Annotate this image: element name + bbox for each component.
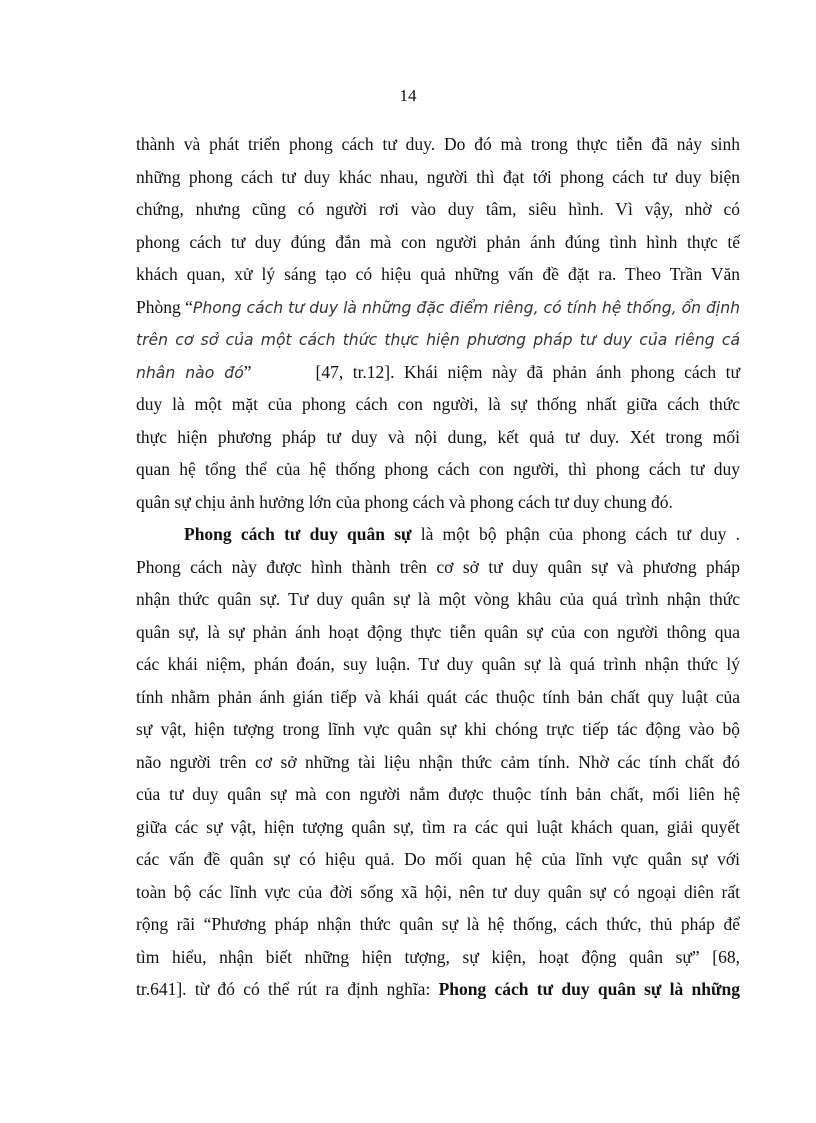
text-line (136, 258, 740, 291)
page-number: 14 (399, 86, 417, 105)
text-line (136, 486, 740, 519)
text-line (136, 291, 740, 324)
body-text (136, 128, 740, 1006)
text-segment: Phòng “ (136, 296, 193, 317)
text-line (136, 876, 740, 909)
text-line (136, 583, 740, 616)
text-line (136, 128, 740, 161)
text-segment: các vấn đề quân sự có hiệu quả. Do mối quan hệ của lĩnh vực quân sự với (136, 849, 740, 869)
text-segment: khách quan, xử lý sáng tạo có hiệu quả những vấn đề đặt ra. Theo Trần Văn (136, 264, 740, 284)
text-line (136, 713, 740, 746)
text-line (136, 356, 740, 389)
text-line (136, 746, 740, 779)
text-segment: [47, tr.12]. Khái niệm này đã phản ánh phong cách tư (315, 361, 741, 382)
text-segment: trên cơ sở của một cách thức thực hiện phương pháp tư duy của riêng cá (136, 331, 740, 349)
text-line (136, 323, 740, 356)
text-line (136, 421, 740, 454)
text-line (136, 616, 740, 649)
text-line (136, 551, 740, 584)
text-segment: những phong cách tư duy khác nhau, người thì đạt tới phong cách tư duy biện (136, 166, 740, 187)
text-line (136, 193, 740, 226)
text-line (136, 908, 740, 941)
text-line (136, 681, 740, 714)
text-segment: quân sự, là sự phản ánh hoạt động thực tiễn quân sự của con người thông qua (136, 621, 740, 642)
text-segment: các khái niệm, phán đoán, suy luận. Tư duy quân sự là quá trình nhận thức lý (136, 654, 740, 674)
text-segment: giữa các sự vật, hiện tượng quân sự, tìm ra các qui luật khách quan, giải quyết (136, 816, 740, 837)
text-segment: sự vật, hiện tượng trong lĩnh vực quân sự khi chóng trực tiếp tác động vào bộ (136, 719, 740, 739)
text-segment: não người trên cơ sở những tài liệu nhận thức cảm tính. Nhờ các tính chất đó (136, 751, 740, 772)
text-segment: nhân nào đó (136, 363, 244, 382)
text-segment: chứng, nhưng cũng có người rơi vào duy tâm, siêu hình. Vì vậy, nhờ có (136, 199, 740, 219)
text-segment: Phong cách tư duy là những đặc điểm riêng, có tính hệ thống, ổn định (192, 298, 740, 317)
text-segment: tìm hiểu, nhận biết những hiện tượng, sự kiện, hoạt động quân sự” [68, (136, 946, 740, 967)
text-line (136, 973, 740, 1006)
text-segment: quan hệ tổng thể của hệ thống phong cách con người, thì phong cách tư duy (136, 459, 740, 479)
text-segment: thực hiện phương pháp tư duy và nội dung, kết quả tư duy. Xét trong mối (136, 426, 740, 447)
text-segment: tr.641]. từ đó có thể rút ra định nghĩa: (136, 979, 439, 999)
text-segment: ” (243, 361, 252, 382)
text-line (136, 941, 740, 974)
text-line (136, 843, 740, 876)
text-line (136, 388, 740, 421)
text-line (136, 778, 740, 811)
text-line (136, 648, 740, 681)
text-segment: của tư duy quân sự mà con người nắm được thuộc tính bản chất, mối liên hệ (136, 784, 740, 804)
text-segment: Phong cách tư duy quân sự là những (438, 979, 740, 999)
text-segment: toàn bộ các lĩnh vực của đời sống xã hội, nên tư duy quân sự có ngoại diên rất (136, 881, 740, 902)
text-segment: thành và phát triển phong cách tư duy. Do đó mà trong thực tiễn đã nảy sinh (136, 134, 740, 154)
text-segment: Phong cách tư duy quân sự (184, 524, 412, 544)
text-segment: phong cách tư duy đúng đắn mà con người phản ánh đúng tình hình thực tế (136, 231, 740, 252)
text-line (136, 518, 740, 551)
text-segment: rộng rãi “Phương pháp nhận thức quân sự là hệ thống, cách thức, thủ pháp để (136, 914, 740, 934)
text-segment: nhận thức quân sự. Tư duy quân sự là một vòng khâu của quá trình nhận thức (136, 589, 740, 609)
text-line (136, 161, 740, 194)
text-line (136, 226, 740, 259)
text-segment: quân sự chịu ảnh hưởng lớn của phong cách và phong cách tư duy chung đó. (136, 491, 673, 512)
text-segment: tính nhằm phản ánh gián tiếp và khái quát các thuộc tính bản chất quy luật của (136, 686, 740, 707)
text-segment: Phong cách này được hình thành trên cơ sở tư duy quân sự và phương pháp (136, 556, 740, 577)
text-line (136, 453, 740, 486)
text-line (136, 811, 740, 844)
text-segment: duy là một mặt của phong cách con người, là sự thống nhất giữa cách thức (136, 394, 740, 414)
text-segment: là một bộ phận của phong cách tư duy . (411, 524, 740, 544)
